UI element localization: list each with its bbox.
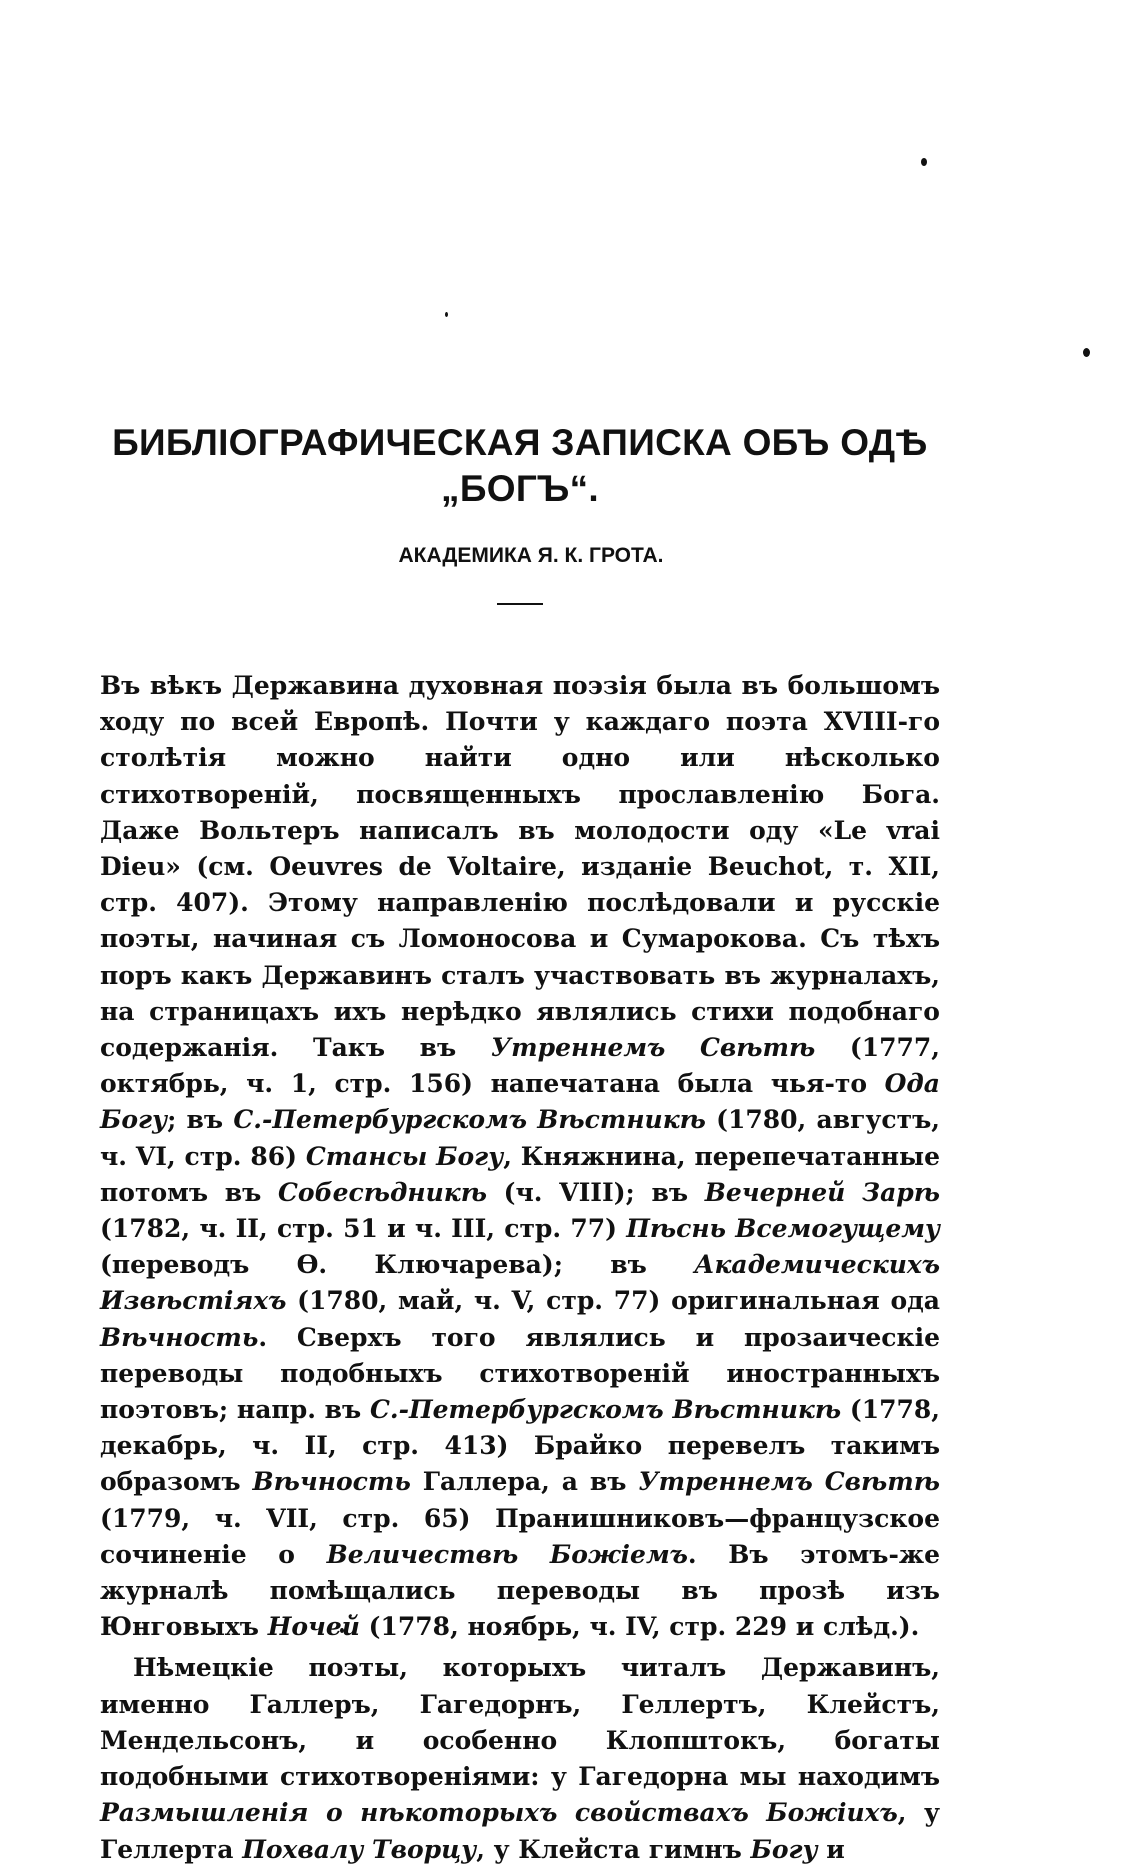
- text-run: (1778, ноябрь, ч. IV, стр. 229 и слѣд.).: [359, 1612, 920, 1642]
- text-run: Нѣмецкiе поэты, которыхъ читалъ Державинъ, именно Галлеръ, Гагедорнъ, Геллертъ, Клейстъ, Мендельсонъ, и особенно Клопштокъ, богаты подобными стихотворенiями: у Гагедорна мы находимъ: [100, 1653, 940, 1792]
- body-paragraph: [100, 1650, 940, 1867]
- italic-title: Ода Богу: [100, 1069, 940, 1135]
- author-byline: АКАДЕМИКА Я. К. ГРОТА.: [398, 544, 664, 567]
- text-run: (1779, ч. VII, стр. 65) Пранишниковъ—французское сочиненiе о: [100, 1503, 940, 1569]
- article-title: БИБЛIОГРАФИЧЕСКАЯ ЗАПИСКА ОБЪ ОДѢ „БОГЪ“.: [112, 422, 928, 509]
- body-paragraph: [100, 668, 940, 1645]
- text-run: (ч. VIII); въ: [486, 1177, 705, 1207]
- italic-title: Вѣчность: [100, 1322, 259, 1352]
- italic-title: С.-Петербургскомъ Вѣстникѣ: [233, 1105, 706, 1135]
- italic-title: Размышленiя о нѣкоторыхъ свойствахъ Божiихъ: [100, 1798, 898, 1828]
- ink-speck: [445, 312, 448, 317]
- italic-title: Академическихъ Извѣстiяхъ: [100, 1250, 940, 1316]
- italic-title: Утреннемъ Свѣтѣ: [638, 1467, 940, 1497]
- text-run: и: [817, 1834, 845, 1864]
- text-run: (переводъ Ѳ. Ключарева); въ: [100, 1250, 695, 1280]
- italic-title: Вечерней Зарѣ: [704, 1177, 940, 1207]
- article: [100, 420, 940, 1868]
- italic-title: Величествѣ Божiемъ: [326, 1539, 688, 1569]
- text-run: (1782, ч. II, стр. 51 и ч. III, стр. 77): [100, 1214, 627, 1244]
- italic-title: Утреннемъ Свѣтѣ: [490, 1033, 816, 1063]
- text-run: (1780, май, ч. V, стр. 77) оригинальная ода: [286, 1286, 940, 1316]
- italic-title: Богу: [750, 1834, 818, 1864]
- italic-title: С.-Петербургскомъ Вѣстникѣ: [370, 1395, 842, 1425]
- italic-title: Стансы Богу: [305, 1141, 504, 1171]
- text-run: (1780, августъ, ч. VI, стр. 86): [100, 1105, 940, 1171]
- text-run: Въ вѣкъ Державина духовная поэзiя была въ большомъ ходу по всей Европѣ. Почти у каждаго поэта XVIII-го столѣтiя можно найти одно или нѣсколько стихотворенiй, посвященныхъ прославленiю Бога. Даже Вольтеръ написалъ въ молодости оду «Le vrai Dieu» (см. Oeuvres de Voltaire, изданiе Beuchot, т. XII, стр. 407). Этому направленiю послѣдовали и русскiе поэты, начиная съ Ломоносова и Сумарокова. Съ тѣхъ поръ какъ Державинъ сталъ участвовать въ журналахъ, на страницахъ ихъ нерѣдко являлись стихи подобнаго содержанiя. Такъ въ: [100, 671, 940, 1063]
- text-run: . Въ этомъ-же журналѣ помѣщались переводы въ прозѣ изъ Юнговыхъ: [100, 1539, 941, 1642]
- italic-title: Похвалу Творцу: [242, 1834, 477, 1864]
- text-run: (1778, декабрь, ч. II, стр. 413) Брайко перевелъ такимъ образомъ: [100, 1395, 940, 1497]
- text-run: (1777, октябрь, ч. 1, стр. 156) напечатана была чья-то: [100, 1033, 940, 1099]
- italic-title: Ночей: [267, 1612, 360, 1642]
- italic-title: Вѣчность: [252, 1467, 411, 1497]
- text-run: , у Клейста гимнъ: [476, 1834, 751, 1864]
- article-body: [100, 668, 940, 1868]
- text-run: , Княжнина, перепечатанные потомъ въ: [100, 1141, 940, 1207]
- text-run: , у Геллерта: [100, 1798, 940, 1864]
- separator-rule: [497, 603, 543, 605]
- ink-speck: [1083, 348, 1090, 357]
- text-run: . Сверхъ того являлись и прозаическiе переводы подобныхъ стихотворенiй иностранныхъ поэтовъ; напр. въ: [100, 1322, 940, 1425]
- italic-title: Пѣснь Всемогущему: [626, 1214, 940, 1244]
- text-run: Галлера, а въ: [410, 1467, 639, 1497]
- italic-title: Собесѣдникѣ: [278, 1177, 487, 1207]
- ink-speck: [921, 158, 927, 166]
- text-run: ; въ: [167, 1105, 234, 1135]
